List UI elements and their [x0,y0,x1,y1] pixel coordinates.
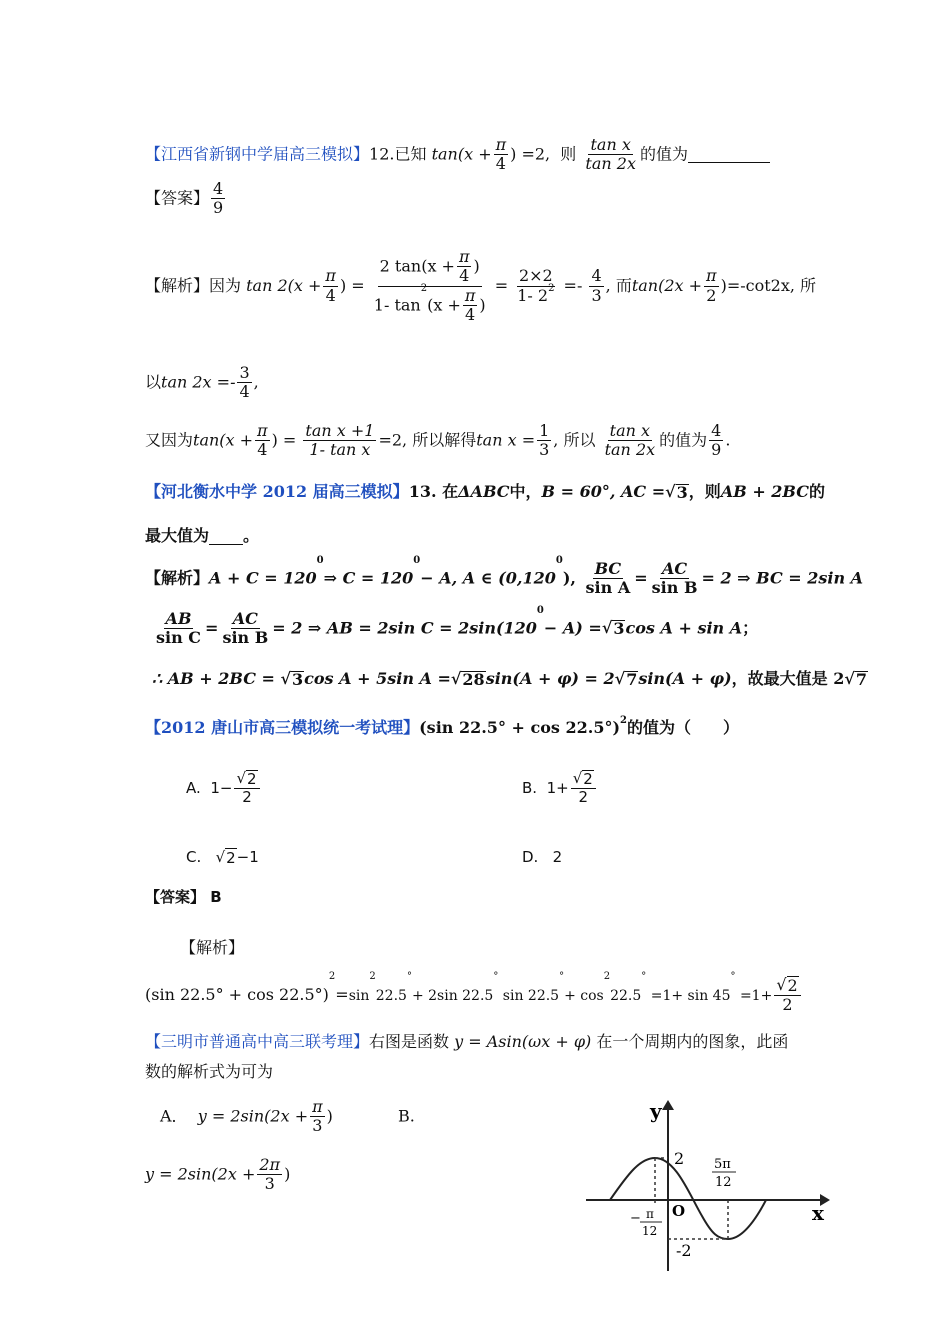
max-label: 2 [674,1149,685,1168]
q15-line [145,1034,788,1050]
fraction: $\frac{AC}{\text{sin B}}$ [222,609,269,648]
fraction: $\frac{\pi}{4}$ [257,421,268,460]
q12-line [145,136,770,174]
math: tan(x + [193,430,254,450]
text: 又因为 [145,430,194,450]
fraction: $\frac{BC}{\text{sin A}}$ [585,559,631,598]
q13-solution-line1: 【解析】$A + C = 120^0\Rightarrow$ $C = 120^0- A$, A ∈ (0,120$^0$), $\frac{BC}{\text{sin A}}$ = $\frac{AC}{\text{sin B}}$ = 2 ⇒ BC = 2sin A [145,555,864,598]
source-tag: 【江西省新钢中学届高三模拟】 [145,144,370,164]
q13-solution-line2: $\frac{AB}{\text{sin C}}$ = $\frac{AC}{\text{sin B}}$ = 2 ⇒ AB = 2sin $C = 2\sin(120^0- A)$ =√ 3 cos A + sin A； [156,605,759,648]
fraction: $\frac{\text{tan x}}{\tan 2x}$ [585,135,636,174]
q13-line2 [145,528,259,545]
text: 的值为（ ） [626,718,739,737]
source-tag: 【河北衡水中学 2012 届高三模拟】 [145,482,409,501]
sine-curve [610,1158,766,1239]
option-d[interactable]: D. 2 [522,848,563,866]
math: = [494,275,509,295]
text: ，故最大值是 2 [731,669,845,688]
fraction: 2 tan(x + $\frac{\pi}{4}$ ) 1- $\tan^2(x$ + $\frac{\pi}{4}$ ) [373,247,486,325]
math: ⇒ C = 120 [323,568,414,588]
text: ； [742,618,759,638]
math: sin(A + φ) [638,669,732,688]
text: 以 [145,372,162,392]
text: , 所以 [553,430,596,450]
sqrt: √ 7 [844,669,867,689]
left-label-den: 12 [642,1224,658,1238]
fraction: $\frac{\text{tan x +1}}{\text{1- tan x}}$ [305,421,375,460]
text: 的 [808,482,825,501]
fraction: $\frac{\pi}{2}$ [706,266,717,305]
text: 最大值为 [145,526,210,545]
option-a[interactable]: A. 1− √ 2 2 [186,770,262,807]
fraction: $\frac{1}{3}$ [539,421,550,460]
math: =- [563,275,583,295]
fraction: $\frac{\text{tan x}}{\tan 2x}$ [604,421,656,460]
math: = 2 ⇒ BC = 2sin A [701,568,864,588]
origin-label: O [672,1202,686,1220]
fraction: √ 2 2 [571,770,596,807]
text: 中， [509,482,542,501]
q12-solution-line3 [145,422,730,460]
right-label-den: 12 [715,1175,732,1190]
answer-label: 【答案】 [145,188,210,208]
left-label-num: π [646,1207,654,1221]
math: AB + 2BC [720,482,809,501]
text: 因为 [209,275,242,295]
solution-label: 【解析】 [145,568,210,588]
sqrt: √ 7 [614,669,638,689]
math: = [335,984,349,1004]
question-number: 13. [408,482,437,501]
x-label: x [812,1201,824,1225]
q14-solution: (sin $22.5^\circ + \cos 22.5^\circ)^2=\sin^222.5^\circ+ 2\sin$ 22.5° $\sin 22.5^\circ+ \cos^222.5^\circ =1+ \sin 45^\circ =1+$ √ 2 2 [145,976,803,1015]
fraction: $\frac{3}{4}$ [239,363,250,402]
q12-solution-line1 [145,248,816,325]
left-label-neg: − [630,1211,641,1226]
fraction: $\frac{AB}{\text{sin C}}$ [156,609,202,648]
text: 右图是函数 [369,1032,450,1051]
fraction: $\frac{2\times 2}{1- 2^2}$ [517,266,555,305]
text: 已知 [394,144,427,164]
q13-solution-line3 [152,671,868,688]
text: =-cot2x, 所 [726,275,817,295]
text: 。 [243,526,260,545]
option-b[interactable]: B. 1+ √ 2 2 [522,770,598,807]
math: tan x = [476,430,536,450]
sine-graph [580,1096,840,1276]
fraction: √ 2 2 [774,976,800,1015]
option-c[interactable]: C. √ 2 −1 [186,848,259,867]
sqrt: √ 3 [280,669,304,689]
sqrt: √ 3 [665,482,688,502]
text: 的值为 [639,144,688,164]
text: ，则 [688,482,721,501]
math: (sin 22.5° + cos 22.5°) [419,718,621,737]
q12-answer [145,180,227,218]
math: ), [562,568,576,588]
math: tan 2x =- [161,372,236,392]
q13-line [145,484,825,501]
text: , [253,372,259,392]
math: cos A + sin A [625,618,743,638]
solution-label: 【解析】 [145,275,210,295]
math: ) [720,275,727,295]
fraction: $\frac{\pi}{3}$ [312,1097,323,1136]
math: = [634,568,648,588]
sqrt: √ 28 [450,669,485,689]
math: − A, A ∈ (0,120 [420,568,556,588]
math: y = Asin(ωx + φ) [454,1032,592,1051]
math: tan(2x + [631,275,703,295]
text: 数的解析式为可为 [145,1062,274,1081]
math: tan 2(x + [246,275,322,295]
answer-blank[interactable] [688,146,770,163]
q12-solution-line2 [145,364,259,402]
min-label: -2 [676,1241,692,1260]
text: . [725,430,731,450]
text: 的值为 [659,430,708,450]
math: B = 60°, AC = [541,482,666,501]
math: =2 [378,430,403,450]
option-b-label[interactable]: B. [397,1106,415,1126]
source-tag: 【2012 唐山市高三模拟统一考试理】 [145,718,420,737]
text: 在一个周期内的图象，此函 [596,1032,789,1051]
math: sin(A + φ) = 2 [485,669,615,688]
math: ∴ AB + 2BC = [152,669,275,688]
math: = 2 ⇒ AB = 2sin C = 2sin(120 [272,618,537,638]
answer-blank[interactable] [209,528,243,545]
fraction: $\frac{AC}{\text{sin B}}$ [651,559,698,598]
math: ΔABC [458,482,510,501]
fraction: $\frac{4}{3}$ [591,266,602,305]
fraction: $\frac{4}{9}$ [711,421,722,460]
math: (sin 22.5° + cos 22.5°) [145,984,329,1004]
q14-solution-label: 【解析】 [180,938,245,957]
math: − A) = [543,618,602,638]
math: tan(x + [431,144,492,164]
fraction: $\frac{\pi}{4}$ [325,266,336,305]
text: , 而 [605,275,632,295]
y-axis-arrow [662,1100,674,1110]
q15-option-b[interactable]: y = 2sin(2x + $\frac{2\pi}{3}$ ) [145,1155,291,1194]
math: cos A + 5sin A = [304,669,451,688]
question-number: 12. [369,144,395,164]
q15-option-a[interactable]: A． y = 2sin(2x + $\frac{\pi}{3}$ ) B. [160,1097,415,1136]
right-label-num: 5π [714,1157,731,1172]
source-tag: 【三明市普通高中高三联考理】 [145,1032,370,1051]
text: 则 [560,144,577,164]
math: = [205,618,219,638]
y-label: y [650,1099,662,1123]
q14-answer: 【答案】 B [145,888,222,906]
math: ) = [339,275,365,295]
fraction: $\frac{\pi}{4}$ [495,135,507,174]
math: ) = [271,430,297,450]
sqrt: √ 3 [601,618,625,639]
text: 在 [442,482,459,501]
q14-line: 【2012 唐山市高三模拟统一考试理】(sin 22.5° + cos 22.5°)$^2$的值为（ ） [145,715,739,737]
fraction: √ 2 2 [234,770,259,807]
fraction: $\frac{2\pi}{3}$ [259,1155,281,1194]
q15-line2 [145,1064,273,1080]
text: , 所以解得 [402,430,477,450]
math: ) =2, [510,144,551,164]
math: A + C = 120 [209,568,317,588]
fraction: $\frac{4}{9}$ [213,179,224,218]
